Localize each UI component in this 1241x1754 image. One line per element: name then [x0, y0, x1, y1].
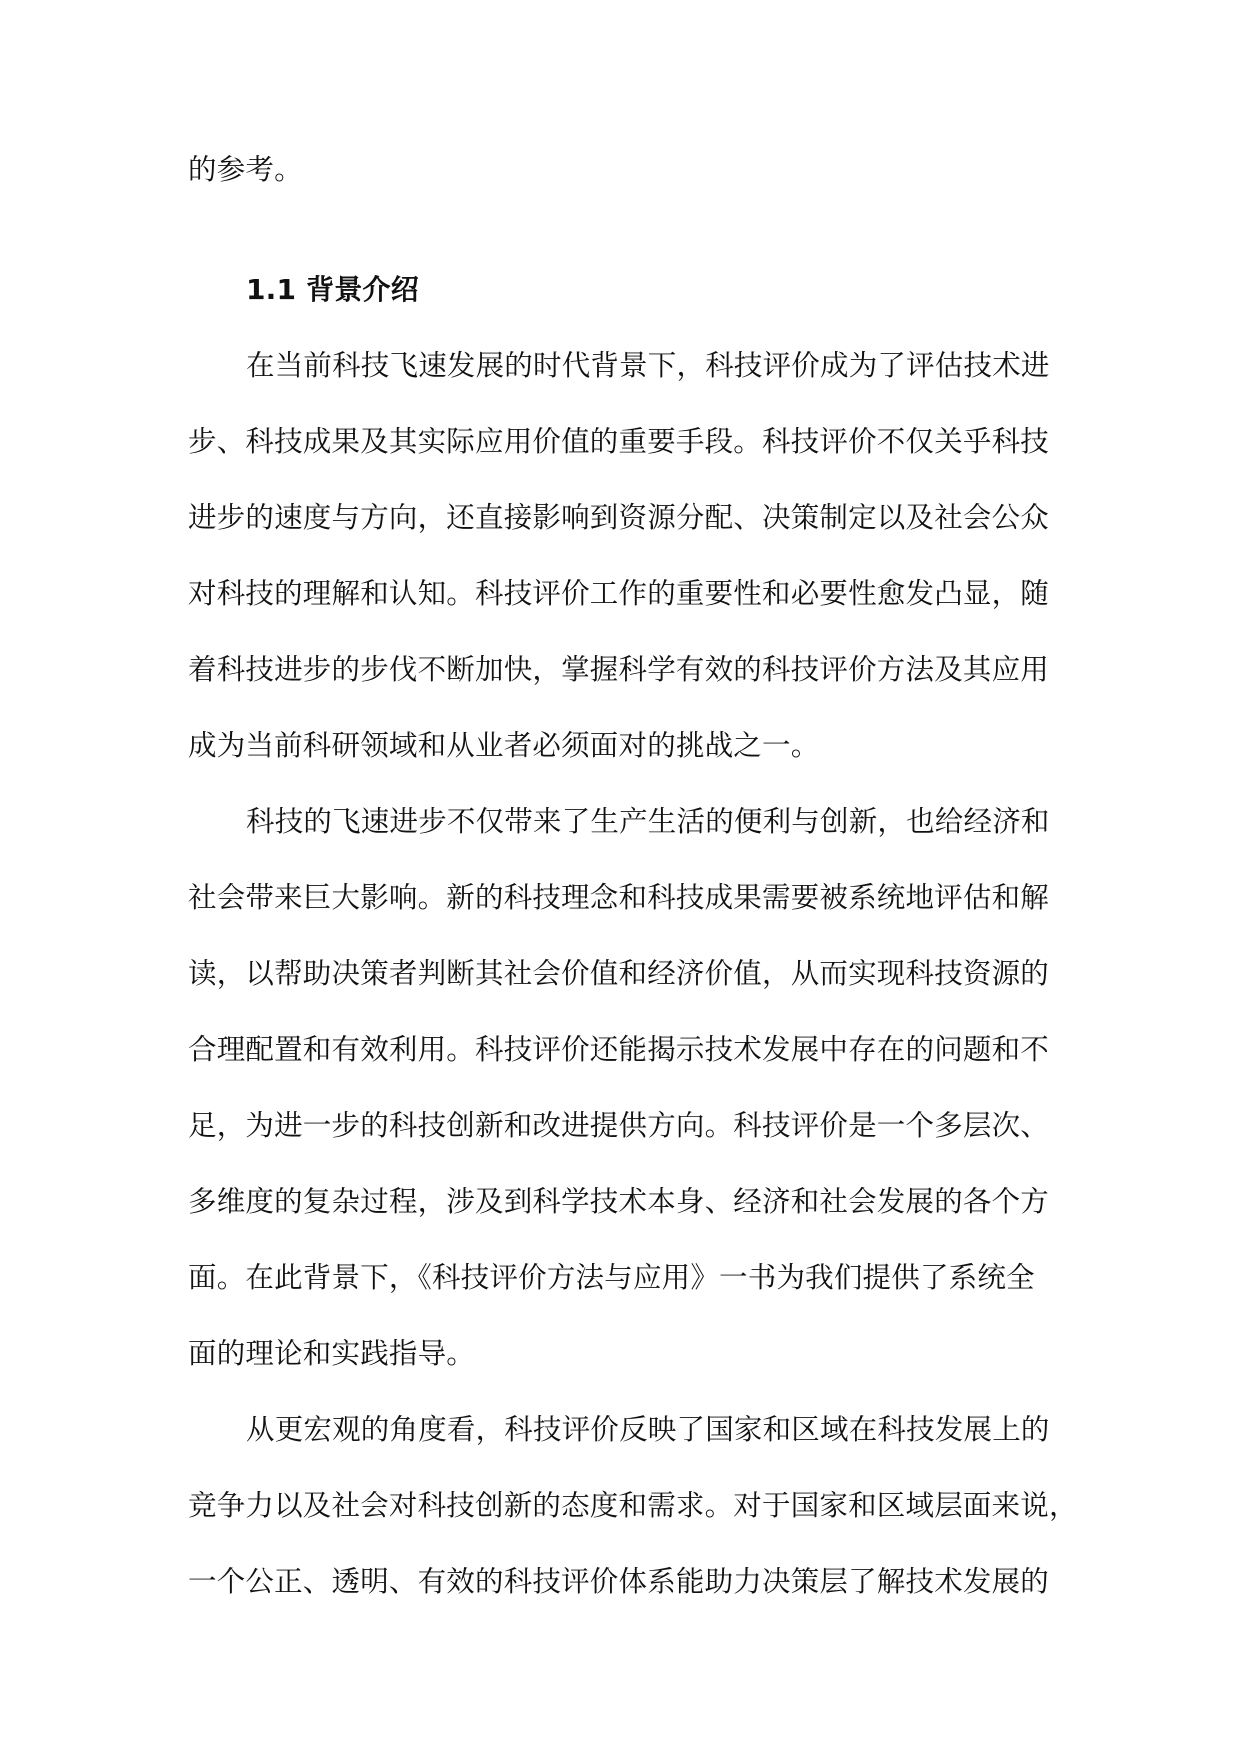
paragraph-line: 面。在此背景下，《科技评价方法与应用》一书为我们提供了系统全 — [188, 1261, 1035, 1294]
paragraph-line: 成为当前科研领域和从业者必须面对的挑战之一。 — [188, 729, 820, 762]
document-body — [188, 142, 1078, 1630]
paragraph-line: 着科技进步的步伐不断加快，掌握科学有效的科技评价方法及其应用 — [188, 653, 1050, 686]
paragraph-1 — [188, 338, 1058, 794]
paragraph-line: 一个公正、透明、有效的科技评价体系能助力决策层了解技术发展的 — [188, 1565, 1050, 1598]
paragraph-line: 科技的飞速进步不仅带来了生产生活的便利与创新，也给经济和 — [246, 805, 1050, 838]
paragraph-line: 进步的速度与方向，还直接影响到资源分配、决策制定以及社会公众 — [188, 501, 1050, 534]
paragraph-line: 足，为进一步的科技创新和改进提供方向。科技评价是一个多层次、 — [188, 1109, 1050, 1142]
section-heading: 1.1 背景介绍 — [246, 273, 419, 306]
paragraph-3 — [188, 1402, 1078, 1630]
spacer — [188, 218, 1058, 262]
paragraph-line: 多维度的复杂过程，涉及到科学技术本身、经济和社会发展的各个方 — [188, 1185, 1050, 1218]
lead-fragment: 的参考。 — [188, 153, 303, 186]
paragraph-line: 读，以帮助决策者判断其社会价值和经济价值，从而实现科技资源的 — [188, 957, 1050, 990]
section-heading-block — [188, 262, 1058, 338]
paragraph-line: 在当前科技飞速发展的时代背景下，科技评价成为了评估技术进 — [246, 349, 1050, 382]
paragraph-2 — [188, 794, 1058, 1402]
lead-fragment-block — [188, 142, 1058, 218]
paragraph-line: 合理配置和有效利用。科技评价还能揭示技术发展中存在的问题和不 — [188, 1033, 1050, 1066]
paragraph-line: 步、科技成果及其实际应用价值的重要手段。科技评价不仅关乎科技 — [188, 425, 1050, 458]
paragraph-line: 社会带来巨大影响。新的科技理念和科技成果需要被系统地评估和解 — [188, 881, 1050, 914]
paragraph-line: 面的理论和实践指导。 — [188, 1337, 476, 1370]
paragraph-line: 对科技的理解和认知。科技评价工作的重要性和必要性愈发凸显，随 — [188, 577, 1050, 610]
paragraph-line: 竞争力以及社会对科技创新的态度和需求。对于国家和区域层面来说， — [188, 1489, 1078, 1522]
paragraph-line: 从更宏观的角度看，科技评价反映了国家和区域在科技发展上的 — [246, 1413, 1050, 1446]
